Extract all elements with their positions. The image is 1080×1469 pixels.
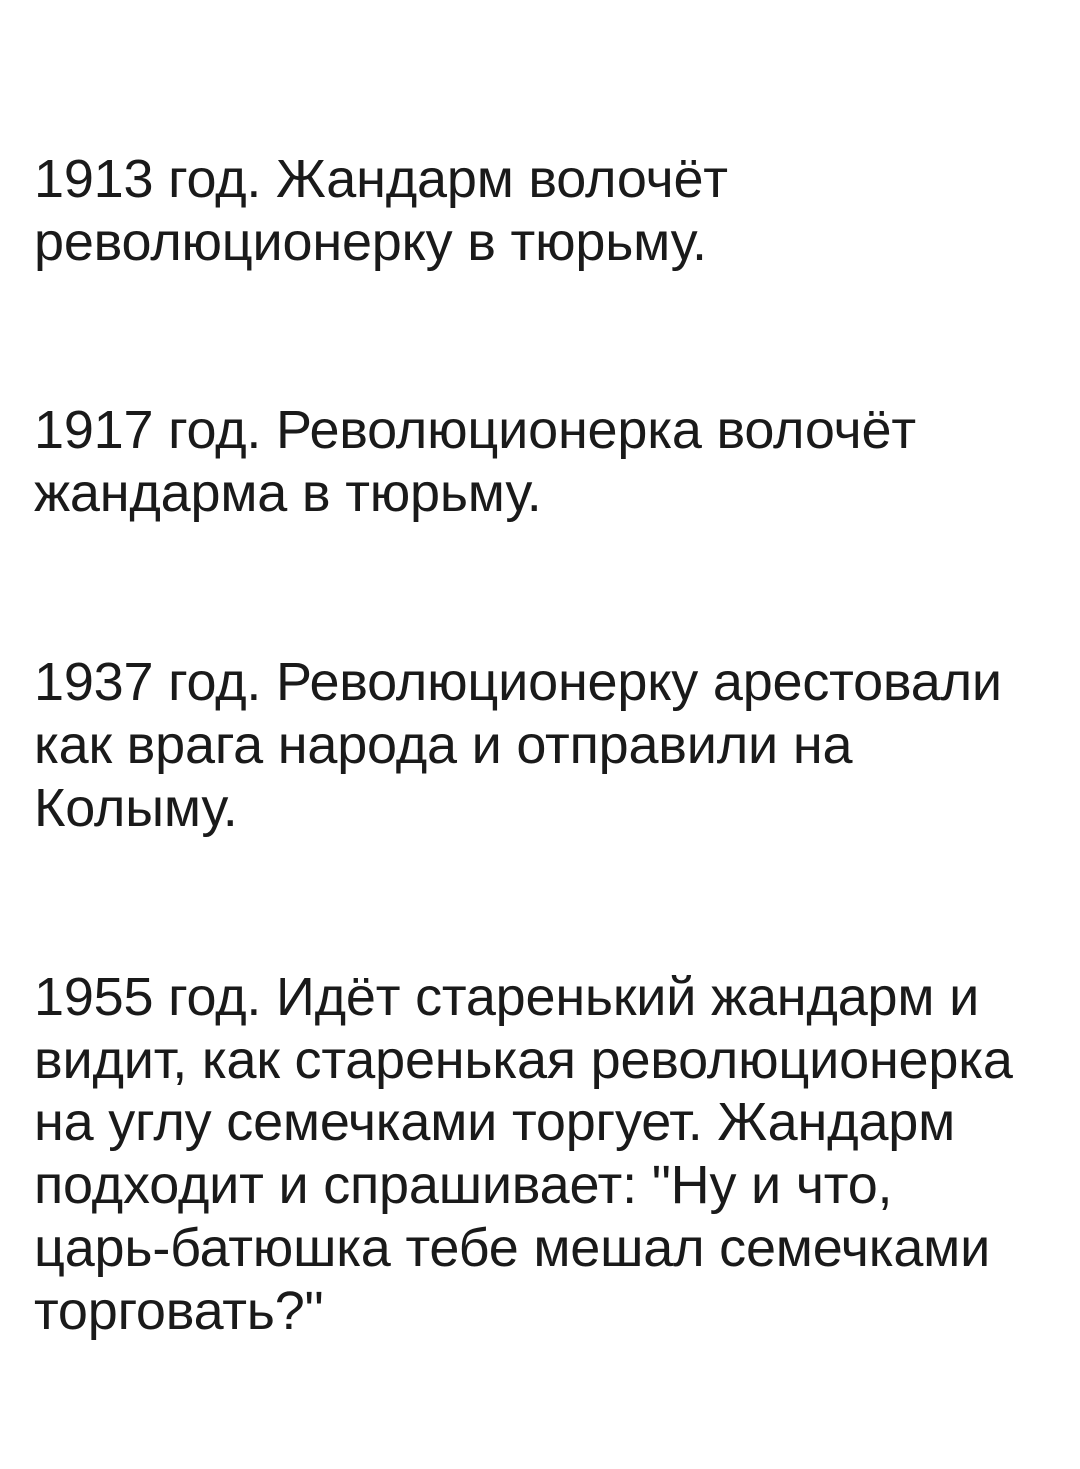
paragraph-1913: 1913 год. Жандарм волочёт революционерку в тюрьму. [34, 148, 743, 272]
paragraph-1917: 1917 год. Революционерка волочёт жандарма в тюрьму. [34, 400, 931, 524]
paragraph-1937: 1937 год. Революционерку арестовали как врага народа и отправили на Колыму. [34, 652, 1017, 838]
paragraph-1955: 1955 год. Идёт старенький жандарм и видит, как старенькая революционерка на углу семечками торгует. Жандарм подходит и спрашивает: "Ну и что, царь-батюшка тебе мешал семечками торговать?" [34, 966, 1028, 1342]
joke-text-block [34, 22, 1040, 1469]
